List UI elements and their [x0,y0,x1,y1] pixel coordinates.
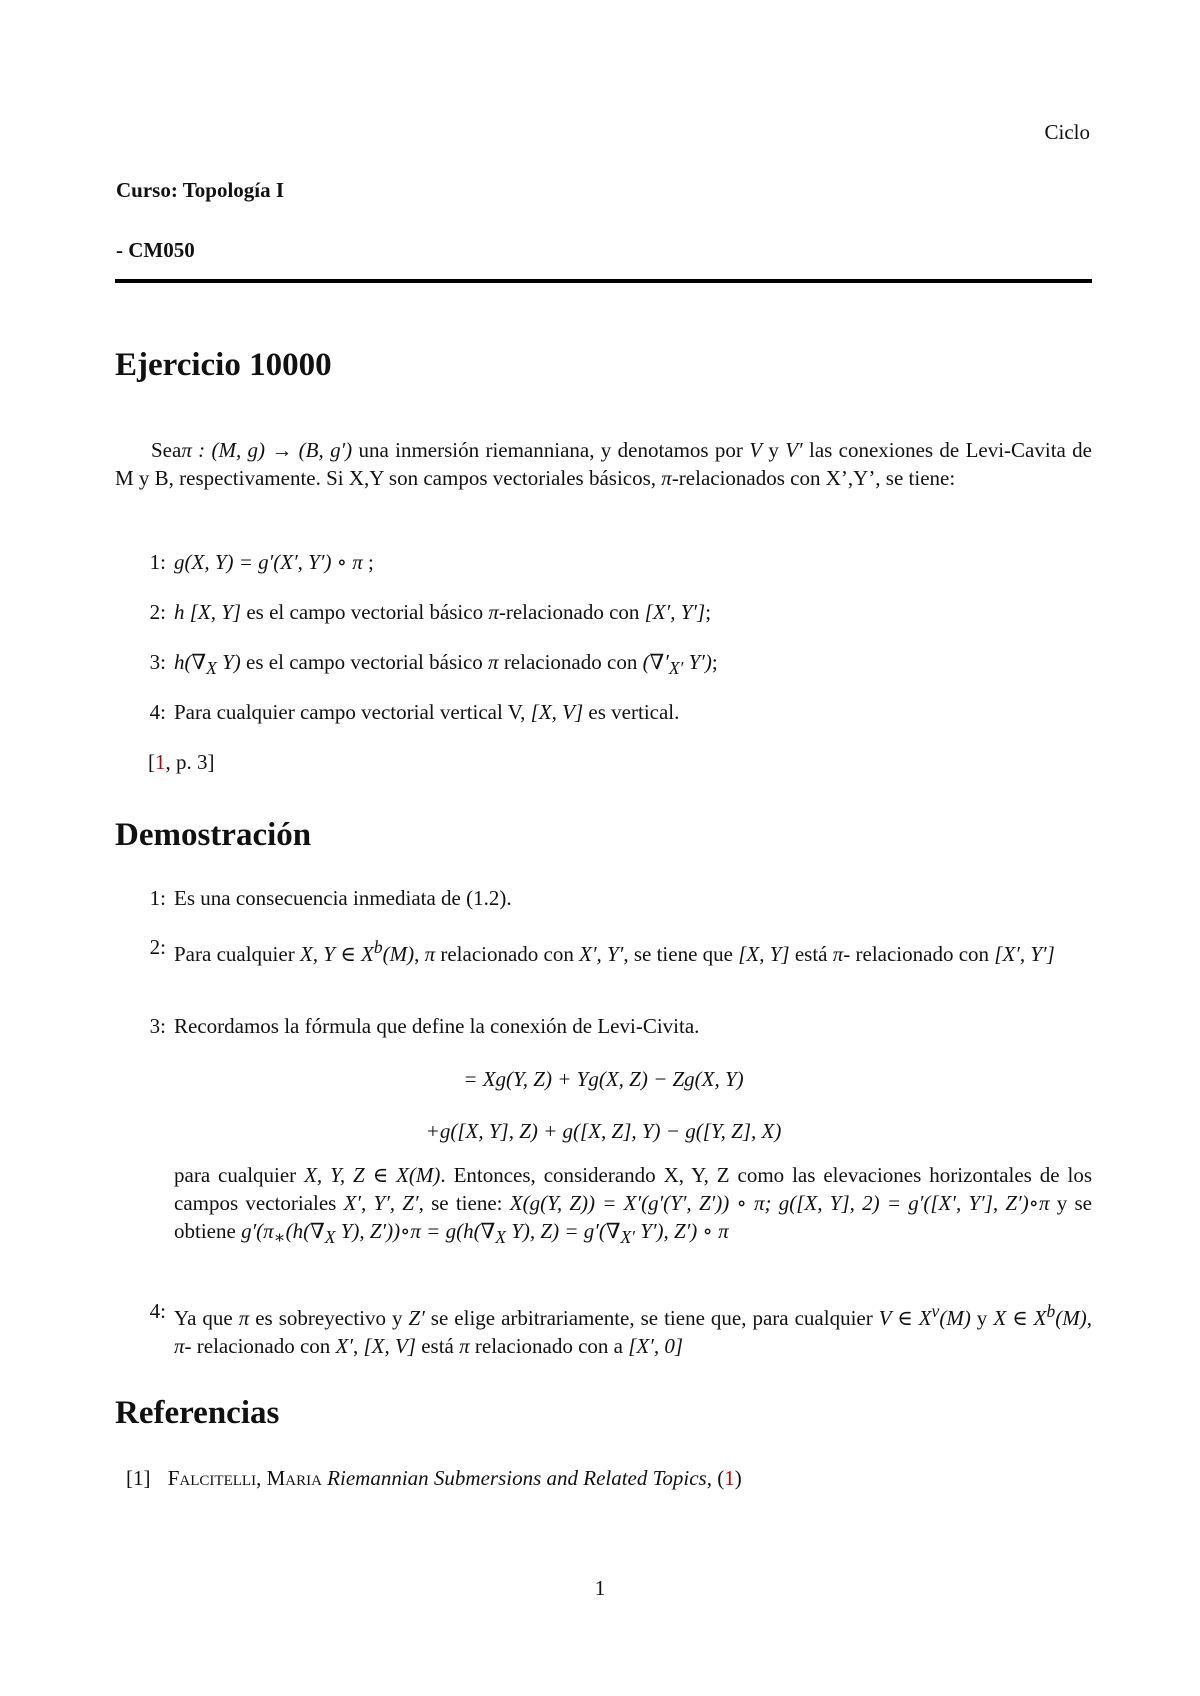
proof-item-3: 3: Recordamos la fórmula que define la conexión de Levi-Civita. [149,1014,700,1038]
reference-entry: [1] Falcitelli, Maria Riemannian Submersions and Related Topics, (1) [126,1466,742,1490]
exercise-title: Ejercicio 10000 [115,347,332,383]
proof-title: Demostración [115,817,312,853]
exercise-item-3: 3: $h(\nabla_X$ Y) es el campo vectorial básico π relacionado con ($\nabla'_{X'}$ Y′); [149,650,718,679]
exercise-item-1: 1: g(X, Y) = g′(X′, Y′) ∘ π ; [149,550,374,574]
proof-item-4: 4: Ya que π es sobreyectivo y Z′ se elige arbitrariamente, se tiene que, para cualquier V ∈ $X^v(M)$ y X ∈ $X^b(M)$, π- relacionado con X′, [X, V] está π relacionado con a [X′, 0] [149,1299,1092,1358]
reference-author: Falcitelli, Maria [167,1466,322,1490]
course-title: Curso: Topología I [116,178,285,202]
reference-backlink[interactable]: 1 [724,1466,735,1490]
page-number: 1 [594,1576,606,1600]
proof-item-2: 2: Para cualquier X, Y ∈ $X^b(M)$, π relacionado con X′, Y′, se tiene que [X, Y] está π- relacionado con [X′, Y′] [149,935,1055,966]
proof-item-1: 1: Es una consecuencia inmediata de (1.2). [149,886,512,910]
levi-civita-formula-line-1: = Xg(Y, Z) + Yg(X, Z) − Zg(X, Y) [463,1067,744,1091]
exercise-statement: Seaπ : (M, g) → (B, g′) una inmersión riemanniana, y denotamos por V y V′ las conexiones de Levi-Cavita de M y B, respectivamente. Si X,Y son campos vectoriales básicos, π-relacionados con X’,Y’, se tiene: [115,438,1093,490]
exercise-item-2: 2: h [X, Y] es el campo vectorial básico π-relacionado con [X′, Y′]; [149,600,712,624]
reference-label: [1] [126,1466,151,1490]
course-code: - CM050 [116,238,195,262]
levi-civita-formula-line-2: +g([X, Y], Z) + g([X, Z], Y) − g([Y, Z], X) [425,1119,782,1143]
exercise-item-4: 4: Para cualquier campo vectorial vertical V, [X, V] es vertical. [149,700,680,724]
reference-work: Riemannian Submersions and Related Topics, [327,1466,712,1490]
references-title: Referencias [115,1395,280,1431]
header-ciclo: Ciclo [1044,120,1090,144]
header-rule [115,279,1092,283]
proof-item-3-continuation: para cualquier X, Y, Z ∈ X(M). Entonces, considerando X, Y, Z como las elevaciones horizontales de los campos vectoriales X′, Y′, Z′, se tiene: X(g(Y, Z)) = X′(g′(Y′, Z′)) ∘ π; g([X, Y], 2) = g′([X′, Y′], Z′)∘π y se obtiene $g'(\pi_∗(h(\nabla_X$ Y), Z′))∘π = $g(h(\nabla_X$ Y), $Z) = g'(\nabla_{X'}$ Y′), Z′) ∘ π [174,1163,1093,1248]
exercise-citation: [1, p. 3] [148,750,215,774]
citation-link[interactable]: 1 [155,750,166,774]
